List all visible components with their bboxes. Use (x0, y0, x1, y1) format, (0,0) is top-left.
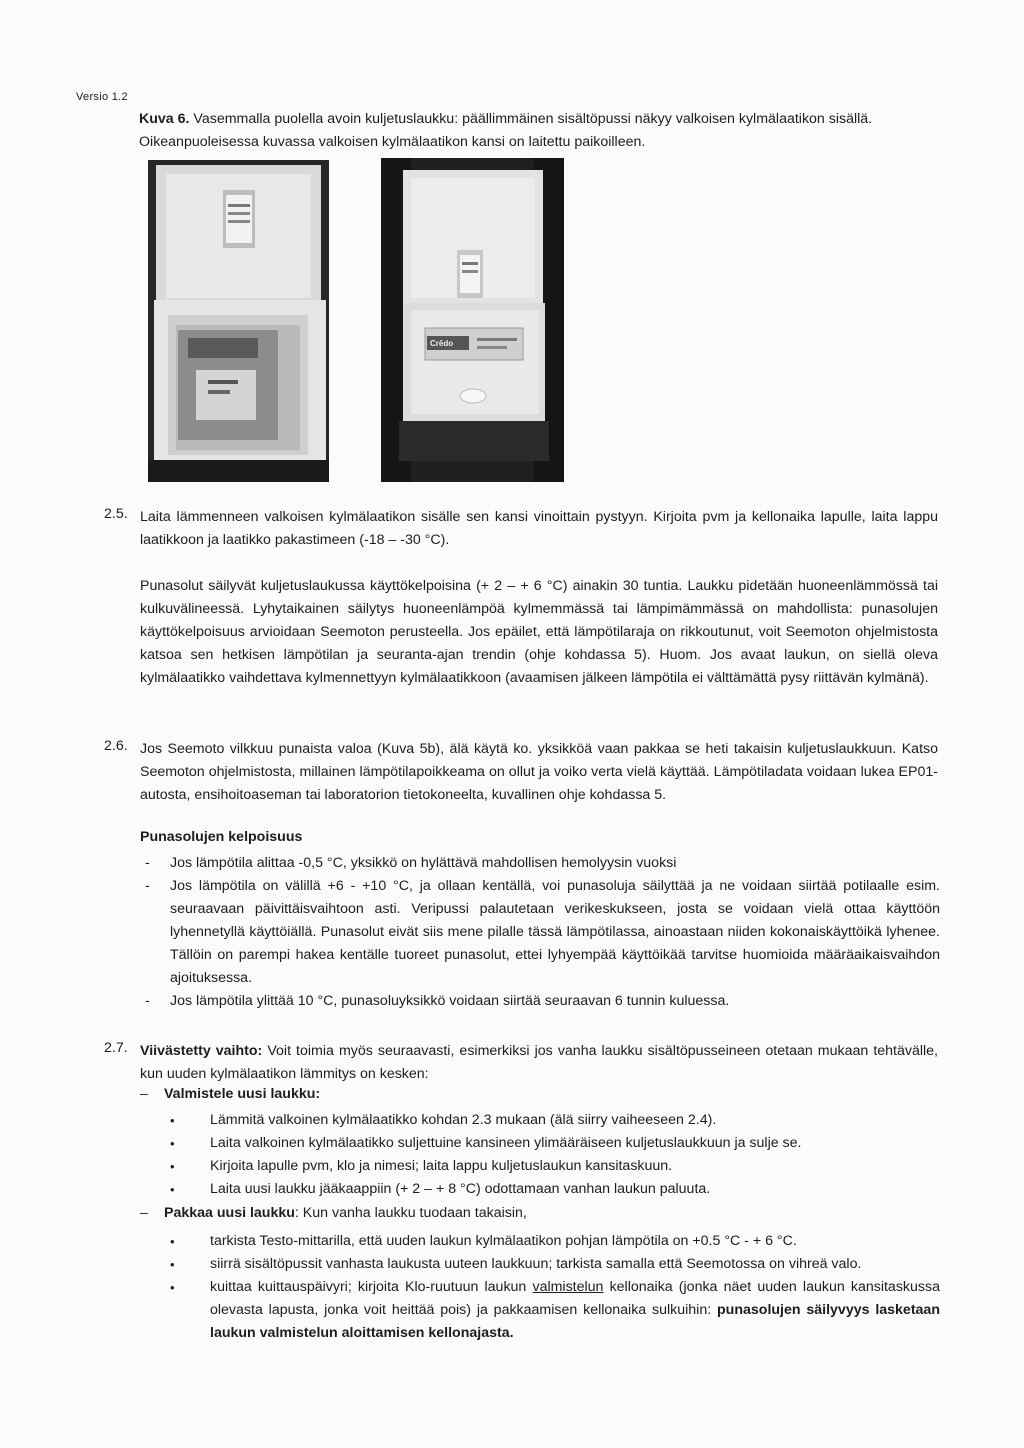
underlined-word: valmistelun (532, 1279, 604, 1295)
list-item: - Jos lämpötila alittaa -0,5 °C, yksikkö on hylättävä mahdollisen hemolyysin vuoksi (145, 855, 677, 871)
section-2-5-storage-text: Punasolut säilyvät kuljetuslaukussa käyttökelpoisina (+ 2 – + 6 °C) ainakin 30 tuntia. Laukku pidetään huoneenlämmössä tai kulkuvälineessä. Lyhytaikainen säilytys huoneenlämpöä kylmemmässä tai lämpimämmässä on mahdollista: punasolujen käyttökelpoisuus arvioidaan Seemoton perusteella. Jos epäilet, että lämpötilaraja on rikkoutunut, voit Seemoton ohjelmistosta katsoa sen hetkisen lämpötilan ja seuranta-ajan trendin (ohje kohdassa 5). Huom. Jos avaat laukun, on siellä oleva kylmälaatikko vaihdettava kylmennettyyn kylmälaatikkoon (avaamisen jälkeen lämpötila ei välttämättä pysy riittävän kylmänä). (140, 578, 938, 686)
list-item: - Jos lämpötila on välillä +6 - +10 °C, ja ollaan kentällä, voi punasoluja säilyttää ja ne voidaan siirtää potilaalle esim. seuraavaan päivittäisvaihtoon asti. Veripussi palautetaan verikeskukseen, josta se voidaan vielä ottaa käyttöön lyhennetyllä käyttöiällä. Punasolut eivät siis mene pilalle tässä lämpötilassa, ainoastaan niiden kokonaiskäyttöikä lyhenee. Tällöin on parempi hakea kentälle tuoreet punasolut, ettei lyhyempää käyttöikää tarvitse huomioida määräaikaisvaihdon ajoituksessa. (145, 878, 940, 986)
list-item: • Lämmitä valkoinen kylmälaatikko kohdan 2.3 mukaan (älä siirry vaiheeseen 2.4). (170, 1109, 940, 1132)
section-number-2-5: 2.5. (104, 506, 128, 522)
cooler-brand-label: Crēdo (430, 339, 454, 348)
caption-text: Vasemmalla puolella avoin kuljetuslaukku: päällimmäinen sisältöpussi näkyy valkoisen kylmälaatikon sisällä. Oikeanpuoleisessa kuvassa valkoisen kylmälaatikon kansi on laitettu paikoilleen. (139, 111, 873, 150)
section-2-7-lead (140, 1040, 938, 1086)
viability-list (140, 852, 940, 1013)
delayed-exchange-text: Voit toimia myös seuraavasti, esimerkiksi jos vanha laukku sisältöpusseineen otetaan mukaan tehtävälle, kun uuden kylmälaatikon lämmitys on kesken: (140, 1043, 938, 1082)
version-label: Versio 1.2 (76, 91, 128, 103)
list-item: • tarkista Testo-mittarilla, että uuden laukun kylmälaatikon pohjan lämpötila on +0.5 °C - + 6 °C. (170, 1230, 940, 1253)
figure-caption (139, 108, 939, 154)
viability-heading: Punasolujen kelpoisuus (140, 829, 303, 845)
delayed-exchange-label: Viivästetty vaihto: (140, 1043, 263, 1059)
section-number-2-6: 2.6. (104, 738, 128, 754)
list-item: • kuittaa kuittauspäivyri; kirjoita Klo-ruutuun laukun valmistelun kellonaika (jonka näet uuden laukun kansitaskussa olevasta lapusta, jonka voit heittää pois) ja pakkaamisen kellonaika sulkuihin: punasolujen säilyvyys lasketaan laukun valmistelun aloittamisen kellonajasta. (170, 1276, 940, 1345)
list-item: - Jos lämpötila ylittää 10 °C, punasoluyksikkö voidaan siirtää seuraavan 6 tunnin kuluessa. (145, 993, 730, 1009)
list-item: • Laita uusi laukku jääkaappiin (+ 2 – + 8 °C) odottamaan vanhan laukun paluuta. (170, 1178, 940, 1201)
prepare-steps-list (170, 1109, 940, 1201)
photo-closed-cooler-image (381, 158, 564, 482)
section-2-5-text: Laita lämmenneen valkoisen kylmälaatikon sisälle sen kansi vinoittain pystyyn. Kirjoita pvm ja kellonaika lapulle, laita lappu laatikkoon ja laatikko pakastimeen (-18 – -30 °C). (140, 509, 938, 548)
section-number-2-7: 2.7. (104, 1040, 128, 1056)
photo-open-bag (148, 160, 329, 482)
section-2-6-text: Jos Seemoto vilkkuu punaista valoa (Kuva 5b), älä käytä ko. yksikköä vaan pakkaa se heti takaisin kuljetuslaukkuun. Katso Seemoton ohjelmistosta, millainen lämpötilapoikkeama on ollut ja voiko verta vielä käyttää. Lämpötiladata voidaan lukea EP01-autosta, ensihoitoaseman tai laboratorion tietokoneelta, kuvallinen ohje kohdassa 5. (140, 741, 938, 803)
viability-note: punasolujen säilyvyys lasketaan laukun valmistelun aloittamisen kellonajasta. (210, 1302, 940, 1341)
pack-new-bag-heading: – Pakkaa uusi laukku: Kun vanha laukku tuodaan takaisin, (140, 1205, 527, 1221)
prepare-new-bag-heading: – Valmistele uusi laukku: (140, 1086, 321, 1102)
caption-label: Kuva 6. (139, 111, 190, 127)
photo-open-bag-image (148, 160, 329, 482)
list-item: • siirrä sisältöpussit vanhasta laukusta uuteen laukkuun; tarkista samalla että Seemotossa on vihreä valo. (170, 1253, 940, 1276)
list-item: • Laita valkoinen kylmälaatikko suljettuine kansineen ylimääräiseen kuljetuslaukkuun ja sulje se. (170, 1132, 940, 1155)
pack-steps-list (170, 1230, 940, 1345)
photo-closed-cooler (381, 158, 564, 482)
list-item: • Kirjoita lapulle pvm, klo ja nimesi; laita lappu kuljetuslaukun kansitaskuun. (170, 1155, 940, 1178)
